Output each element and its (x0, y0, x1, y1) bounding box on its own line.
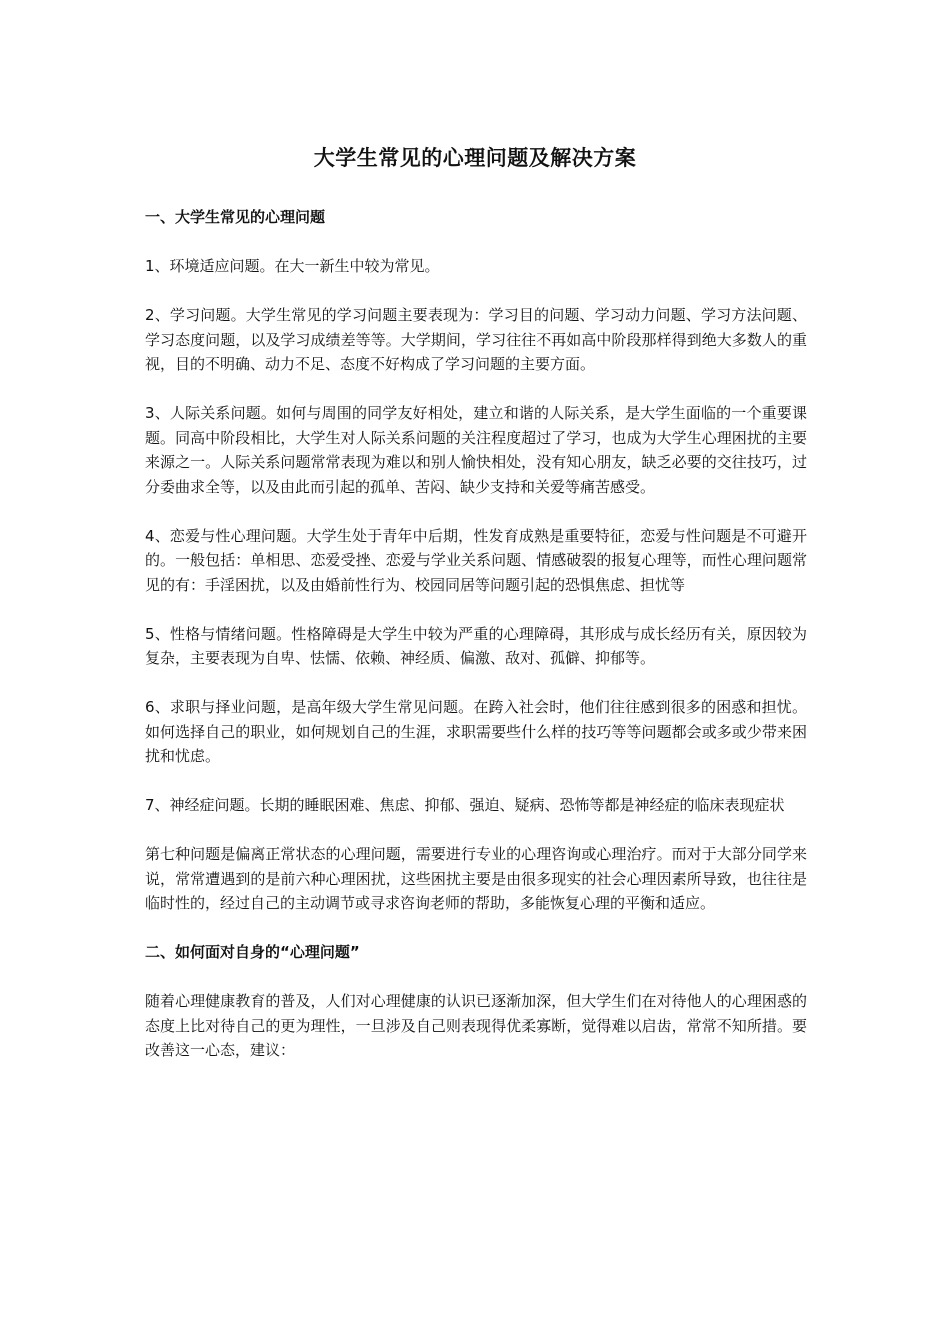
section-heading-how-to-face: 二、如何面对自身的“心理问题” (145, 943, 360, 961)
document-body (145, 205, 807, 1063)
problem-item-environment: 1、环境适应问题。在大一新生中较为常见。 (145, 257, 440, 275)
problem-item-relationships: 3、人际关系问题。如何与周围的同学友好相处，建立和谐的人际关系，是大学生面临的一个重要课题。同高中阶段相比，大学生对人际关系问题的关注程度超过了学习，也成为大学生心理困扰的主要来源之一。人际关系问题常常表现为难以和别人愉快相处，没有知心朋友，缺乏必要的交往技巧，过分委曲求全等，以及由此而引起的孤单、苦闷、缺少支持和关爱等痛苦感受。 (145, 404, 807, 496)
section2-intro-paragraph: 随着心理健康教育的普及，人们对心理健康的认识已逐渐加深，但大学生们在对待他人的心理困惑的态度上比对待自己的更为理性，一旦涉及自己则表现得优柔寡断，觉得难以启齿，常常不知所措。要改善这一心态，建议： (145, 992, 807, 1059)
summary-paragraph: 第七种问题是偏离正常状态的心理问题，需要进行专业的心理咨询或心理治疗。而对于大部分同学来说，常常遭遇到的是前六种心理困扰，这些困扰主要是由很多现实的社会心理因素所导致，也往往是临时性的，经过自己的主动调节或寻求咨询老师的帮助，多能恢复心理的平衡和适应。 (145, 845, 807, 912)
problem-item-love: 4、恋爱与性心理问题。大学生处于青年中后期，性发育成熟是重要特征，恋爱与性问题是不可避开的。一般包括：单相思、恋爱受挫、恋爱与学业关系问题、情感破裂的报复心理等，而性心理问题常见的有：手淫困扰，以及由婚前性行为、校园同居等问题引起的恐惧焦虑、担忧等 (145, 526, 807, 594)
problem-item-career: 6、求职与择业问题，是高年级大学生常见问题。在跨入社会时，他们往往感到很多的困惑和担忧。如何选择自己的职业，如何规划自己的生涯，求职需要些什么样的技巧等等问题都会或多或少带来困扰和忧虑。 (145, 698, 807, 765)
document-title: 大学生常见的心理问题及解决方案 (313, 146, 637, 170)
problem-item-neurosis: 7、神经症问题。长期的睡眠困难、焦虑、抑郁、强迫、疑病、恐怖等都是神经症的临床表现症状 (145, 796, 785, 814)
problem-item-study: 2、学习问题。大学生常见的学习问题主要表现为：学习目的问题、学习动力问题、学习方法问题、学习态度问题，以及学习成绩差等等。大学期间，学习往往不再如高中阶段那样得到绝大多数人的重视，目的不明确、动力不足、态度不好构成了学习问题的主要方面。 (145, 306, 807, 373)
problem-item-personality: 5、性格与情绪问题。性格障碍是大学生中较为严重的心理障碍，其形成与成长经历有关，原因较为复杂，主要表现为自卑、怯懦、依赖、神经质、偏激、敌对、孤僻、抑郁等。 (145, 624, 807, 667)
section-heading-common-problems: 一、大学生常见的心理问题 (145, 208, 326, 226)
